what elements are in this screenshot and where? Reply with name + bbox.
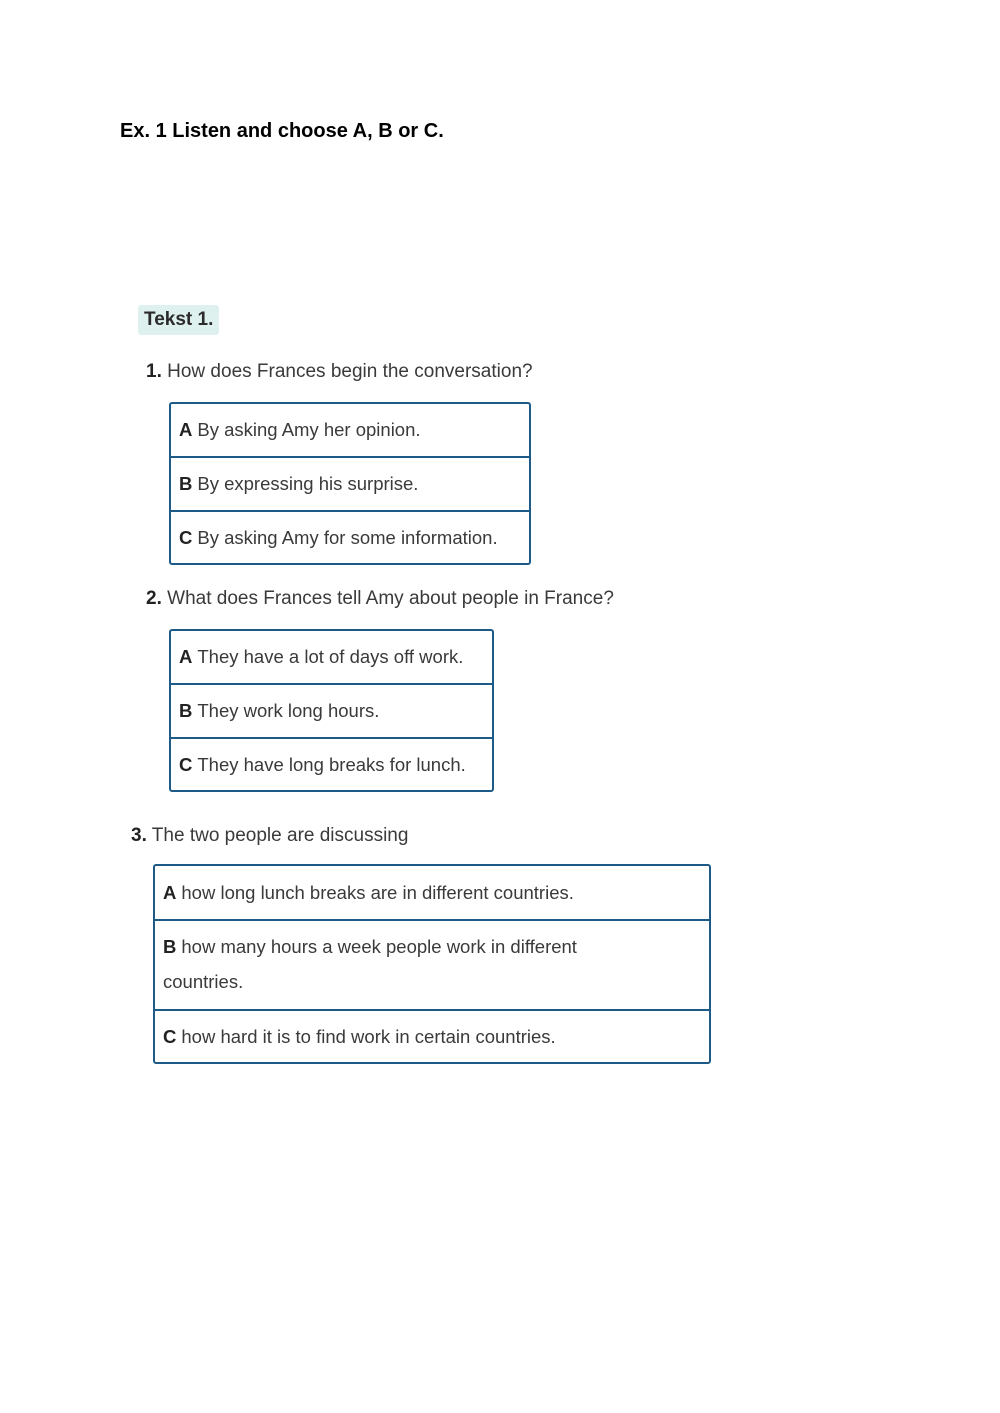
answer-box-2	[169, 629, 494, 792]
answer-box-3	[153, 864, 711, 1064]
question-1	[146, 361, 533, 383]
option-text: how many hours a week people work in different countries.	[163, 936, 577, 992]
question-number: 2.	[146, 588, 162, 609]
question-number: 1.	[146, 361, 162, 382]
option-letter: C	[179, 526, 193, 548]
answer-box-1	[169, 402, 531, 565]
question-number: 3.	[131, 825, 147, 846]
option-letter: B	[179, 473, 193, 494]
option-text: how long lunch breaks are in different countries.	[181, 881, 574, 903]
answer-option[interactable]	[155, 1011, 709, 1062]
section-label: Tekst 1.	[138, 305, 219, 335]
answer-option[interactable]	[171, 458, 529, 512]
option-letter: C	[163, 1025, 177, 1047]
option-letter: C	[179, 753, 193, 775]
answer-option[interactable]	[155, 921, 709, 1011]
answer-option[interactable]	[171, 739, 492, 790]
option-text: They have long breaks for lunch.	[197, 753, 466, 775]
option-text: By asking Amy for some information.	[197, 526, 498, 548]
exercise-heading: Ex. 1 Listen and choose A, B or C.	[120, 120, 444, 142]
question-text: What does Frances tell Amy about people in France?	[167, 588, 614, 609]
answer-option[interactable]	[171, 512, 529, 563]
option-letter: A	[163, 881, 177, 903]
answer-option[interactable]	[171, 404, 529, 458]
question-text: The two people are discussing	[151, 825, 409, 846]
option-text: They work long hours.	[197, 700, 380, 721]
option-letter: A	[179, 419, 193, 440]
question-2	[146, 588, 614, 610]
answer-option[interactable]	[155, 866, 709, 921]
question-3	[131, 825, 408, 847]
option-letter: A	[179, 646, 193, 667]
option-letter: B	[179, 700, 193, 721]
answer-option[interactable]	[171, 685, 492, 739]
answer-option[interactable]	[171, 631, 492, 685]
option-text: how hard it is to find work in certain countries.	[181, 1025, 556, 1047]
question-text: How does Frances begin the conversation?	[167, 361, 533, 382]
option-text: By expressing his surprise.	[197, 473, 419, 494]
option-text: They have a lot of days off work.	[197, 646, 464, 667]
option-text: By asking Amy her opinion.	[197, 419, 421, 440]
option-letter: B	[163, 936, 177, 957]
